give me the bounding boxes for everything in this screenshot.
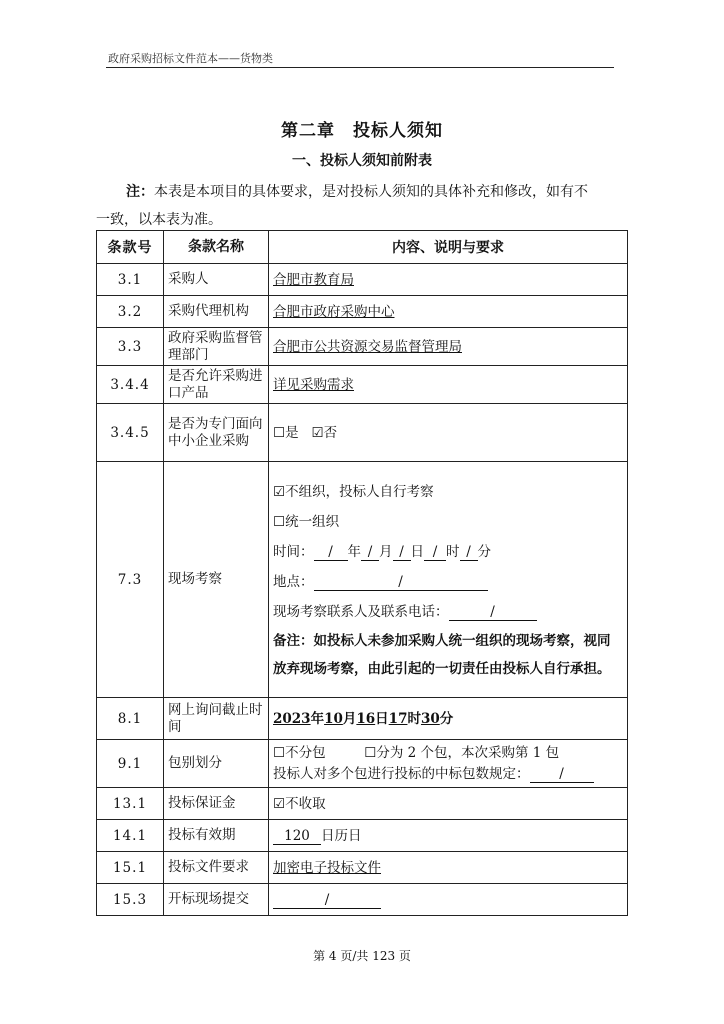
clause-number: 15.1 [97,852,164,884]
table-row [97,296,628,328]
table-note [96,178,624,234]
time-day-unit: 日 [410,543,424,560]
bid-file-value: 加密电子投标文件 [273,859,381,876]
validity-days: 120 [273,828,321,845]
clause-content [269,884,628,916]
clause-number: 9.1 [97,740,164,788]
header-clause-name: 条款名称 [164,231,269,264]
site-visit-option-unified: ☐统一组织 [273,513,340,530]
deposit-value: ☑不收取 [273,795,326,812]
deadline-day-unit: 日 [375,710,389,727]
clause-content [269,698,628,740]
supervisor-value: 合肥市公共资源交易监督管理局 [273,338,462,355]
table-row [97,820,628,852]
page-number: 第 4 页/共 123 页 [313,949,411,963]
clause-name: 是否允许采购进口产品 [164,366,269,404]
page-header-text: 政府采购招标文件范本——货物类 [108,52,273,65]
table-row [97,366,628,404]
deadline-minute: 30 [420,710,440,727]
clause-name: 采购代理机构 [164,296,269,328]
deadline-year-unit: 年 [310,710,325,727]
contact-label: 现场考察联系人及联系电话： [273,603,449,620]
clause-number: 13.1 [97,788,164,820]
clause-content [269,404,628,462]
package-option-none: ☐不分包 [273,744,326,761]
clause-number: 7.3 [97,462,164,698]
note-line-1 [96,178,624,206]
table-row [97,788,628,820]
clause-content [269,328,628,366]
chapter-title: 第二章 投标人须知 [281,121,443,141]
sme-option-yes: ☐是 [273,424,299,441]
package-options [273,743,623,764]
time-minute: / [460,544,478,561]
section-title: 一、投标人须知前附表 [292,153,432,169]
package-rule-label: 投标人对多个包进行投标的中标包数规定： [273,765,530,782]
time-label: 时间： [273,543,314,560]
clause-content [269,852,628,884]
header-divider [106,67,614,68]
deadline-day: 16 [356,710,376,727]
table-row [97,852,628,884]
note-text-1: 本表是本项目的具体要求，是对投标人须知的具体补充和修改，如有不 [154,184,588,200]
deadline-month-unit: 月 [342,710,357,727]
clause-content [269,296,628,328]
package-rule-value: / [530,766,594,783]
bidder-instructions-table [96,230,628,916]
place-value: / [314,574,488,591]
time-hour: / [424,544,446,561]
clause-number: 3.1 [97,264,164,296]
site-visit-time [273,537,623,567]
site-visit-option-self: ☑不组织，投标人自行考察 [273,483,434,500]
clause-name: 采购人 [164,264,269,296]
clause-content [269,264,628,296]
table-row [97,404,628,462]
table-row [97,264,628,296]
time-minute-unit: 分 [477,543,491,560]
clause-name: 是否为专门面向中小企业采购 [164,404,269,462]
time-year: / [314,544,348,561]
clause-number: 3.3 [97,328,164,366]
place-label: 地点： [273,573,314,590]
clause-content [269,366,628,404]
deadline-minute-unit: 分 [439,710,454,727]
table-row [97,328,628,366]
clause-name: 政府采购监督管理部门 [164,328,269,366]
on-site-submission-value: / [273,892,381,909]
time-year-unit: 年 [347,543,361,560]
clause-content [269,462,628,698]
site-visit-place [273,567,623,597]
clause-number: 15.3 [97,884,164,916]
purchaser-value: 合肥市教育局 [273,271,354,288]
table-row [97,698,628,740]
clause-number: 14.1 [97,820,164,852]
site-visit-contact [273,597,623,627]
table-row [97,884,628,916]
clause-number: 3.2 [97,296,164,328]
clause-number: 8.1 [97,698,164,740]
clause-name: 投标有效期 [164,820,269,852]
sme-option-no: ☑否 [311,424,338,441]
header-clause-number: 条款号 [97,231,164,264]
table-header-row [97,231,628,264]
time-day: / [393,544,411,561]
time-hour-unit: 时 [446,543,460,560]
clause-name: 包别划分 [164,740,269,788]
time-month: / [361,544,379,561]
validity-unit: 日历日 [321,827,362,844]
table-row [97,740,628,788]
clause-name: 开标现场提交 [164,884,269,916]
clause-content [269,820,628,852]
contact-value: / [449,604,537,621]
clause-content [269,740,628,788]
site-visit-remark: 备注：如投标人未参加采购人统一组织的现场考察，视同放弃现场考察，由此引起的一切责任由投标人自行承担。 [273,632,611,677]
table-row [97,462,628,698]
deadline-month: 10 [324,710,343,727]
note-label: 注： [126,184,154,200]
clause-number: 3.4.5 [97,404,164,462]
clause-name: 现场考察 [164,462,269,698]
clause-content [269,788,628,820]
clause-number: 3.4.4 [97,366,164,404]
agency-value: 合肥市政府采购中心 [273,303,395,320]
clause-name: 网上询问截止时间 [164,698,269,740]
deadline-hour-unit: 时 [407,710,421,727]
note-line-2: 一致，以本表为准。 [96,212,222,228]
import-value: 详见采购需求 [273,376,354,393]
package-rule [273,764,623,785]
header-content: 内容、说明与要求 [269,231,628,264]
time-month-unit: 月 [379,543,393,560]
package-option-split: ☐分为 2 个包，本次采购第 1 包 [364,744,560,761]
clause-name: 投标文件要求 [164,852,269,884]
clause-name: 投标保证金 [164,788,269,820]
deadline-hour: 17 [388,710,408,727]
deadline-year: 2023 [273,710,311,727]
